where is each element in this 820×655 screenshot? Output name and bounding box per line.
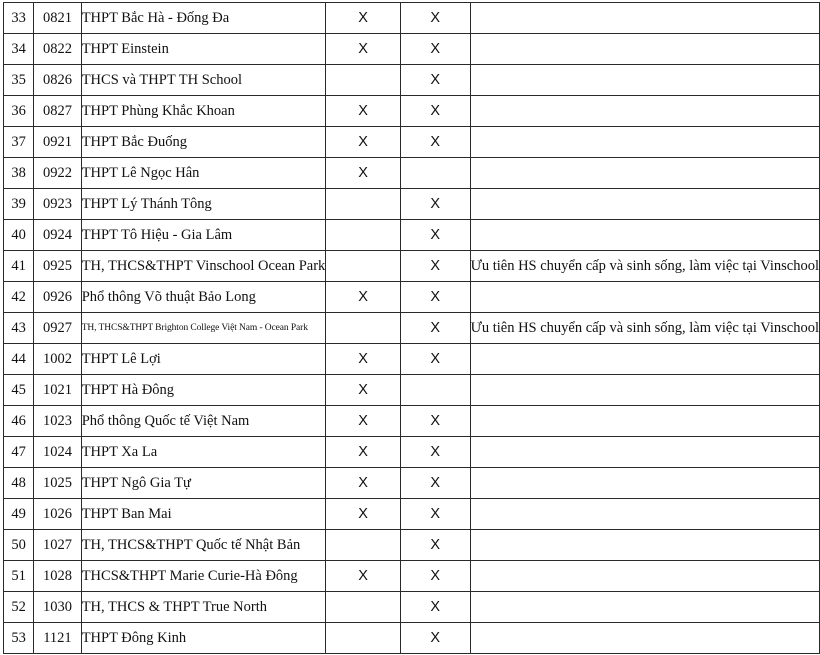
school-name-cell: THPT Phùng Khắc Khoan (81, 96, 326, 127)
mark-cell-1 (326, 592, 401, 623)
mark-cell-2: X (400, 530, 470, 561)
school-name-cell: THPT Ngô Gia Tự (81, 468, 326, 499)
row-number-cell: 41 (4, 251, 34, 282)
school-name-cell: THPT Hà Đông (81, 375, 326, 406)
note-cell (470, 127, 819, 158)
school-code-cell: 0924 (34, 220, 82, 251)
mark-cell-2: X (400, 344, 470, 375)
mark-cell-2: X (400, 406, 470, 437)
row-number-cell: 43 (4, 313, 34, 344)
note-cell (470, 592, 819, 623)
table-row (4, 65, 820, 96)
school-name-cell: THPT Ban Mai (81, 499, 326, 530)
row-number-cell: 39 (4, 189, 34, 220)
mark-cell-2: X (400, 282, 470, 313)
note-cell: Ưu tiên HS chuyển cấp và sinh sống, làm việc tại Vinschool (470, 313, 819, 344)
note-cell (470, 189, 819, 220)
school-name-cell: TH, THCS&THPT Quốc tế Nhật Bản (81, 530, 326, 561)
mark-cell-1: X (326, 3, 401, 34)
school-code-cell: 0827 (34, 96, 82, 127)
table-row (4, 499, 820, 530)
school-name-cell: THPT Đông Kinh (81, 623, 326, 654)
table-row (4, 468, 820, 499)
note-cell (470, 220, 819, 251)
note-cell (470, 3, 819, 34)
note-cell (470, 65, 819, 96)
row-number-cell: 37 (4, 127, 34, 158)
table-body (4, 3, 820, 654)
school-code-cell: 1021 (34, 375, 82, 406)
row-number-cell: 38 (4, 158, 34, 189)
table-row (4, 34, 820, 65)
school-name-cell: TH, THCS&THPT Brighton College Việt Nam - Ocean Park (81, 313, 326, 344)
school-code-cell: 1024 (34, 437, 82, 468)
mark-cell-2: X (400, 499, 470, 530)
mark-cell-2: X (400, 127, 470, 158)
note-cell (470, 468, 819, 499)
mark-cell-1: X (326, 406, 401, 437)
school-name-cell: THPT Lê Ngọc Hân (81, 158, 326, 189)
row-number-cell: 48 (4, 468, 34, 499)
school-name-cell: THCS&THPT Marie Curie-Hà Đông (81, 561, 326, 592)
mark-cell-1 (326, 313, 401, 344)
table-row (4, 437, 820, 468)
mark-cell-2: X (400, 623, 470, 654)
table-row (4, 530, 820, 561)
school-code-cell: 1030 (34, 592, 82, 623)
table-row (4, 251, 820, 282)
school-name-cell: THPT Bắc Đuống (81, 127, 326, 158)
table-row (4, 127, 820, 158)
school-name-cell: THPT Tô Hiệu - Gia Lâm (81, 220, 326, 251)
school-code-cell: 0925 (34, 251, 82, 282)
note-cell: Ưu tiên HS chuyển cấp và sinh sống, làm việc tại Vinschool (470, 251, 819, 282)
mark-cell-1: X (326, 96, 401, 127)
row-number-cell: 42 (4, 282, 34, 313)
table-row (4, 220, 820, 251)
mark-cell-1: X (326, 499, 401, 530)
mark-cell-1 (326, 65, 401, 96)
mark-cell-1: X (326, 561, 401, 592)
mark-cell-2: X (400, 561, 470, 592)
school-name-cell: THPT Einstein (81, 34, 326, 65)
row-number-cell: 52 (4, 592, 34, 623)
school-code-cell: 1023 (34, 406, 82, 437)
table-row (4, 313, 820, 344)
school-code-cell: 0822 (34, 34, 82, 65)
note-cell (470, 499, 819, 530)
mark-cell-1: X (326, 468, 401, 499)
note-cell (470, 437, 819, 468)
mark-cell-1 (326, 623, 401, 654)
row-number-cell: 34 (4, 34, 34, 65)
mark-cell-2: X (400, 437, 470, 468)
mark-cell-1: X (326, 127, 401, 158)
school-name-cell: Phổ thông Quốc tế Việt Nam (81, 406, 326, 437)
mark-cell-2 (400, 158, 470, 189)
note-cell (470, 623, 819, 654)
row-number-cell: 51 (4, 561, 34, 592)
row-number-cell: 47 (4, 437, 34, 468)
school-code-cell: 0921 (34, 127, 82, 158)
row-number-cell: 45 (4, 375, 34, 406)
mark-cell-2: X (400, 65, 470, 96)
table-row (4, 561, 820, 592)
table-row (4, 406, 820, 437)
school-code-cell: 1028 (34, 561, 82, 592)
school-code-cell: 1025 (34, 468, 82, 499)
table-row (4, 592, 820, 623)
row-number-cell: 49 (4, 499, 34, 530)
note-cell (470, 282, 819, 313)
note-cell (470, 406, 819, 437)
note-cell (470, 375, 819, 406)
mark-cell-2: X (400, 3, 470, 34)
school-name-cell: THPT Lê Lợi (81, 344, 326, 375)
table-row (4, 282, 820, 313)
mark-cell-2: X (400, 189, 470, 220)
school-name-cell: TH, THCS & THPT True North (81, 592, 326, 623)
mark-cell-2: X (400, 34, 470, 65)
mark-cell-1 (326, 220, 401, 251)
mark-cell-1: X (326, 375, 401, 406)
school-name-cell: THPT Xa La (81, 437, 326, 468)
table-row (4, 375, 820, 406)
school-code-cell: 1027 (34, 530, 82, 561)
mark-cell-1 (326, 530, 401, 561)
note-cell (470, 530, 819, 561)
mark-cell-2: X (400, 468, 470, 499)
row-number-cell: 40 (4, 220, 34, 251)
school-code-cell: 0826 (34, 65, 82, 96)
mark-cell-1: X (326, 158, 401, 189)
mark-cell-2: X (400, 251, 470, 282)
mark-cell-1: X (326, 34, 401, 65)
mark-cell-2: X (400, 313, 470, 344)
table-row (4, 96, 820, 127)
mark-cell-2: X (400, 592, 470, 623)
table-row (4, 158, 820, 189)
mark-cell-1: X (326, 282, 401, 313)
school-code-cell: 0922 (34, 158, 82, 189)
table-row (4, 344, 820, 375)
school-name-cell: THPT Lý Thánh Tông (81, 189, 326, 220)
row-number-cell: 33 (4, 3, 34, 34)
row-number-cell: 44 (4, 344, 34, 375)
note-cell (470, 561, 819, 592)
school-code-cell: 0926 (34, 282, 82, 313)
school-name-cell: THPT Bắc Hà - Đống Đa (81, 3, 326, 34)
note-cell (470, 158, 819, 189)
table-row (4, 189, 820, 220)
note-cell (470, 344, 819, 375)
note-cell (470, 34, 819, 65)
row-number-cell: 53 (4, 623, 34, 654)
row-number-cell: 35 (4, 65, 34, 96)
school-code-cell: 0821 (34, 3, 82, 34)
school-code-cell: 1002 (34, 344, 82, 375)
school-code-cell: 1121 (34, 623, 82, 654)
row-number-cell: 36 (4, 96, 34, 127)
school-name-cell: THCS và THPT TH School (81, 65, 326, 96)
school-code-cell: 1026 (34, 499, 82, 530)
school-name-cell: Phổ thông Võ thuật Bảo Long (81, 282, 326, 313)
mark-cell-2 (400, 375, 470, 406)
mark-cell-1 (326, 251, 401, 282)
mark-cell-2: X (400, 96, 470, 127)
mark-cell-1 (326, 189, 401, 220)
mark-cell-1: X (326, 437, 401, 468)
school-table (3, 2, 820, 654)
school-code-cell: 0927 (34, 313, 82, 344)
mark-cell-1: X (326, 344, 401, 375)
row-number-cell: 46 (4, 406, 34, 437)
table-row (4, 3, 820, 34)
table-row (4, 623, 820, 654)
row-number-cell: 50 (4, 530, 34, 561)
school-name-cell: TH, THCS&THPT Vinschool Ocean Park (81, 251, 326, 282)
school-code-cell: 0923 (34, 189, 82, 220)
mark-cell-2: X (400, 220, 470, 251)
note-cell (470, 96, 819, 127)
